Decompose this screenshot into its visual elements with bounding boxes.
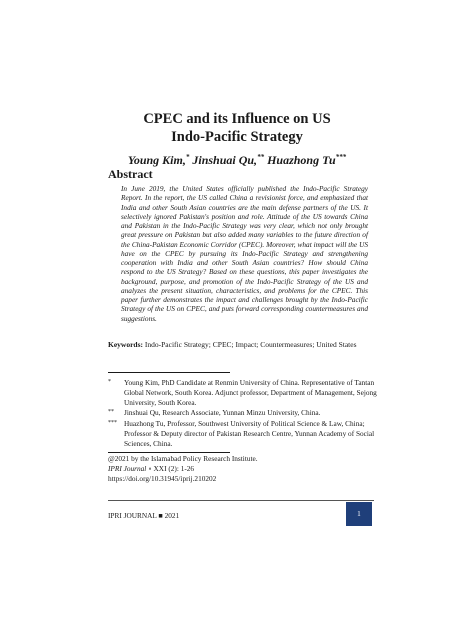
footer-divider [108,500,374,501]
footnote-1 [108,378,378,407]
doi-link[interactable]: https://doi.org/10.31945/iprij.210202 [108,473,217,483]
author-2: Jinshuai Qu, [189,153,258,167]
footnote-2-text: Jinshuai Qu, Research Associate, Yunnan Minzu University, China. [124,408,321,418]
footnote-2 [108,408,378,418]
author-3-footnote-mark: *** [335,153,347,161]
footnote-3 [108,419,378,448]
publication-divider [108,452,230,453]
journal-citation [108,464,378,474]
footnote-1-mark: * [108,379,111,385]
footnote-2-mark: ** [108,409,114,416]
footnotes [108,378,378,450]
footnote-3-text: Huazhong Tu, Professor, Southwest University of Political Science & Law, China; Professor & Deputy director of Pakistan Research Centre, Yunnan Academy of Social Sciences, China. [124,419,375,448]
paper-title-line-2: Indo-Pacific Strategy [171,129,303,145]
journal-volume: ∘ XXI (2): 1-26 [146,463,195,473]
publication-info [108,454,378,483]
page-number: 1 [357,509,361,518]
keywords-label: Keywords: [108,340,143,349]
copyright-line: @2021 by the Islamabad Policy Research Institute. [108,454,258,463]
keywords-values: Indo-Pacific Strategy; CPEC; Impact; Countermeasures; United States [143,340,357,349]
author-1: Young Kim, [127,153,186,167]
author-line [0,150,474,167]
footnote-divider [108,372,230,373]
paper-title-line-1: CPEC and its Influence on US [143,111,331,127]
abstract-text: In June 2019, the United States officially published the Indo-Pacific Strategy Report. In the report, the US called China a revisionist force, and emphasized that India and other South Asian countries are the main defense partners of the US. It selectively ignored Pakistan's position and role. Attitude of the US towards China and Pakistan in the Indo-Pacific Strategy was very clear, which not only brought great pressure on Pakistan but also added many variables to the future direction of the China-Pakistan Economic Corridor (CPEC). Moreover, what impact will the US have on the CPEC by pursuing its Indo-Pacific Strategy and strengthening cooperation with India and other South Asian countries? How should China respond to the US Strategy? Based on these questions, this paper investigates the background, purpose, and promotion of the Indo-Pacific Strategy of the US and analyzes the present situation, characteristics, and problems for the CPEC. This paper further demonstrates the impact and challenges brought by the Indo-Pacific Strategy of the US on CPEC, and puts forward corresponding countermeasures and suggestions. [121,184,368,323]
journal-name: IPRI Journal [108,463,147,473]
author-2-footnote-mark: ** [257,153,265,161]
keywords [108,340,378,350]
footnote-1-text: Young Kim, PhD Candidate at Renmin University of China. Representative of Tantan Global Network, South Korea. Adjunct professor, Department of Management, Sejong University, South Korea. [124,378,377,407]
footer-journal-label: IPRI JOURNAL ■ 2021 [108,511,180,520]
author-1-footnote-mark: * [185,153,190,161]
abstract-heading: Abstract [108,167,153,181]
footnote-3-mark: *** [108,420,117,427]
author-3: Huazhong Tu [264,153,336,167]
page-number-box [346,502,372,526]
